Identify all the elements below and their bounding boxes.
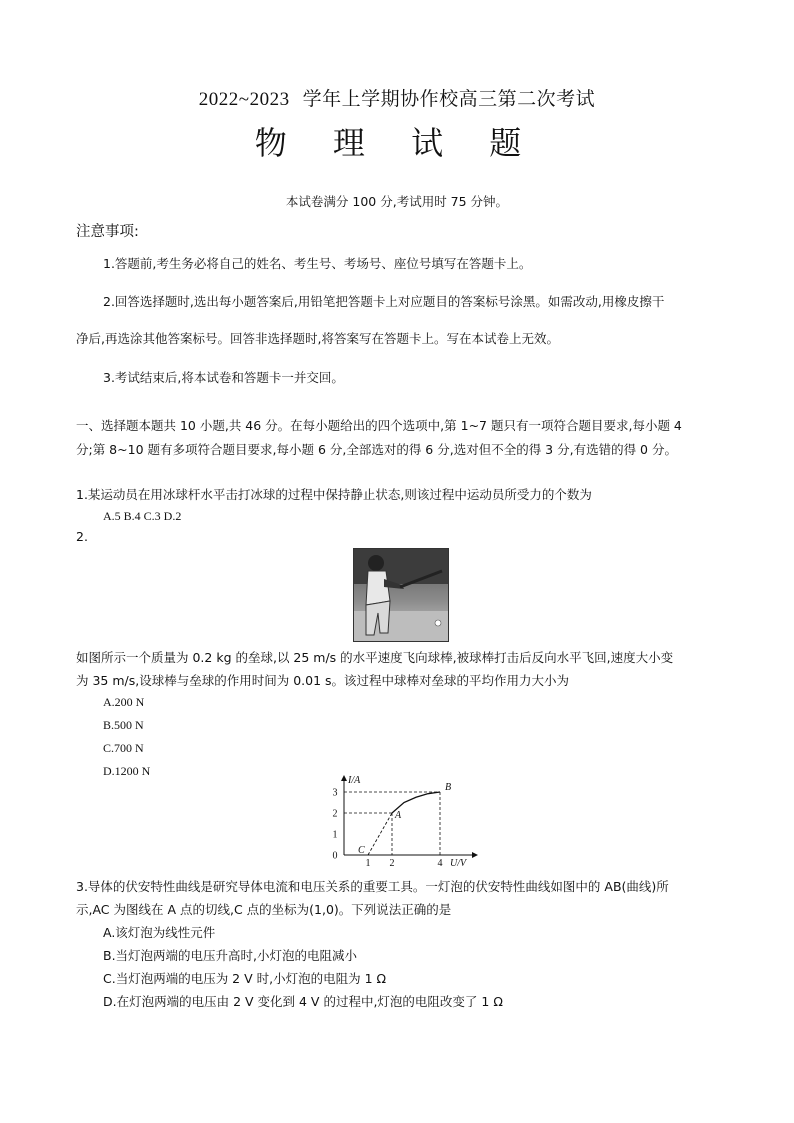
question-1-stem: 1.某运动员在用冰球杆水平击打冰球的过程中保持静止状态,则该过程中运动员所受力的个数为 bbox=[76, 487, 592, 502]
iv-characteristic-chart bbox=[322, 773, 482, 873]
question-2-stem-line-2: 为 35 m/s,设球棒与垒球的作用时间为 0.01 s。该过程中球棒对垒球的平均作用力大小为 bbox=[76, 673, 570, 688]
y-tick-label-0: 0 bbox=[332, 850, 338, 862]
point-label-A: A bbox=[395, 810, 402, 821]
y-tick-label-3: 3 bbox=[332, 787, 338, 799]
question-3-option-d: D.在灯泡两端的电压由 2 V 变化到 4 V 的过程中,灯泡的电阻改变了 1 Ω bbox=[103, 994, 503, 1009]
x-axis-arrow bbox=[472, 852, 478, 858]
y-tick-label-1: 1 bbox=[332, 829, 338, 841]
question-2-option-c: C.700 N bbox=[103, 741, 144, 755]
x-tick-label-2: 2 bbox=[389, 858, 395, 869]
question-2-option-a: A.200 N bbox=[103, 695, 145, 709]
y-axis-label: I/A bbox=[348, 775, 361, 786]
question-3-stem-line-2: 示,AC 为图线在 A 点的切线,C 点的坐标为(1,0)。下列说法正确的是 bbox=[76, 902, 452, 917]
section-1-instructions-line-1: 一、选择题本题共 10 小题,共 46 分。在每小题给出的四个选项中,第 1~7 题只有一项符合题目要求,每小题 4 bbox=[76, 418, 682, 433]
baseball-batter-photo bbox=[353, 548, 449, 642]
section-1-instructions-line-2: 分;第 8~10 题有多项符合题目要求,每小题 6 分,全部选对的得 6 分,选对但不全的得 3 分,有选错的得 0 分。 bbox=[76, 442, 677, 457]
x-tick-label-4: 4 bbox=[437, 858, 443, 869]
question-3-option-b: B.当灯泡两端的电压升高时,小灯泡的电阻减小 bbox=[103, 948, 358, 963]
series-line-1 bbox=[368, 813, 392, 855]
question-3-stem-line-1: 3.导体的伏安特性曲线是研究导体电流和电压关系的重要工具。一灯泡的伏安特性曲线如图中的 AB(曲线)所 bbox=[76, 879, 669, 894]
notice-item-1: 1.答题前,考生务必将自己的姓名、考生号、考场号、座位号填写在答题卡上。 bbox=[103, 256, 532, 271]
x-tick-label-1: 1 bbox=[365, 858, 371, 869]
point-label-B: B bbox=[445, 782, 452, 793]
notice-heading: 注意事项: bbox=[76, 224, 139, 240]
exam-year-range: 2022~2023 bbox=[198, 89, 290, 110]
question-3-option-a: A.该灯泡为线性元件 bbox=[103, 925, 216, 940]
exam-title bbox=[0, 84, 794, 111]
question-2-option-d: D.1200 N bbox=[103, 764, 151, 778]
question-1-options: A.5 B.4 C.3 D.2 bbox=[103, 509, 182, 523]
subject-title: 物 理 试 题 bbox=[254, 124, 540, 162]
exam-title-text: 学年上学期协作校高三第二次考试 bbox=[302, 88, 596, 110]
y-tick-label-2: 2 bbox=[332, 808, 338, 820]
notice-item-3: 3.考试结束后,将本试卷和答题卡一并交回。 bbox=[103, 370, 344, 385]
question-2-number: 2. bbox=[76, 529, 88, 544]
question-3-option-c: C.当灯泡两端的电压为 2 V 时,小灯泡的电阻为 1 Ω bbox=[103, 971, 387, 986]
x-axis-label: U/V bbox=[450, 858, 467, 869]
question-2-stem-line-1: 如图所示一个质量为 0.2 kg 的垒球,以 25 m/s 的水平速度飞向球棒,被球棒打击后反向水平飞回,速度大小变 bbox=[76, 650, 674, 665]
y-axis-arrow bbox=[341, 775, 347, 781]
notice-item-2-line-1: 2.回答选择题时,选出每小题答案后,用铅笔把答题卡上对应题目的答案标号涂黑。如需改动,用橡皮擦干 bbox=[103, 294, 665, 309]
notice-item-2-line-2: 净后,再选涂其他答案标号。回答非选择题时,将答案写在答题卡上。写在本试卷上无效。 bbox=[76, 331, 559, 346]
question-2-option-b: B.500 N bbox=[103, 718, 144, 732]
point-label-C: C bbox=[358, 845, 365, 856]
exam-info: 本试卷满分 100 分,考试用时 75 分钟。 bbox=[285, 194, 509, 209]
